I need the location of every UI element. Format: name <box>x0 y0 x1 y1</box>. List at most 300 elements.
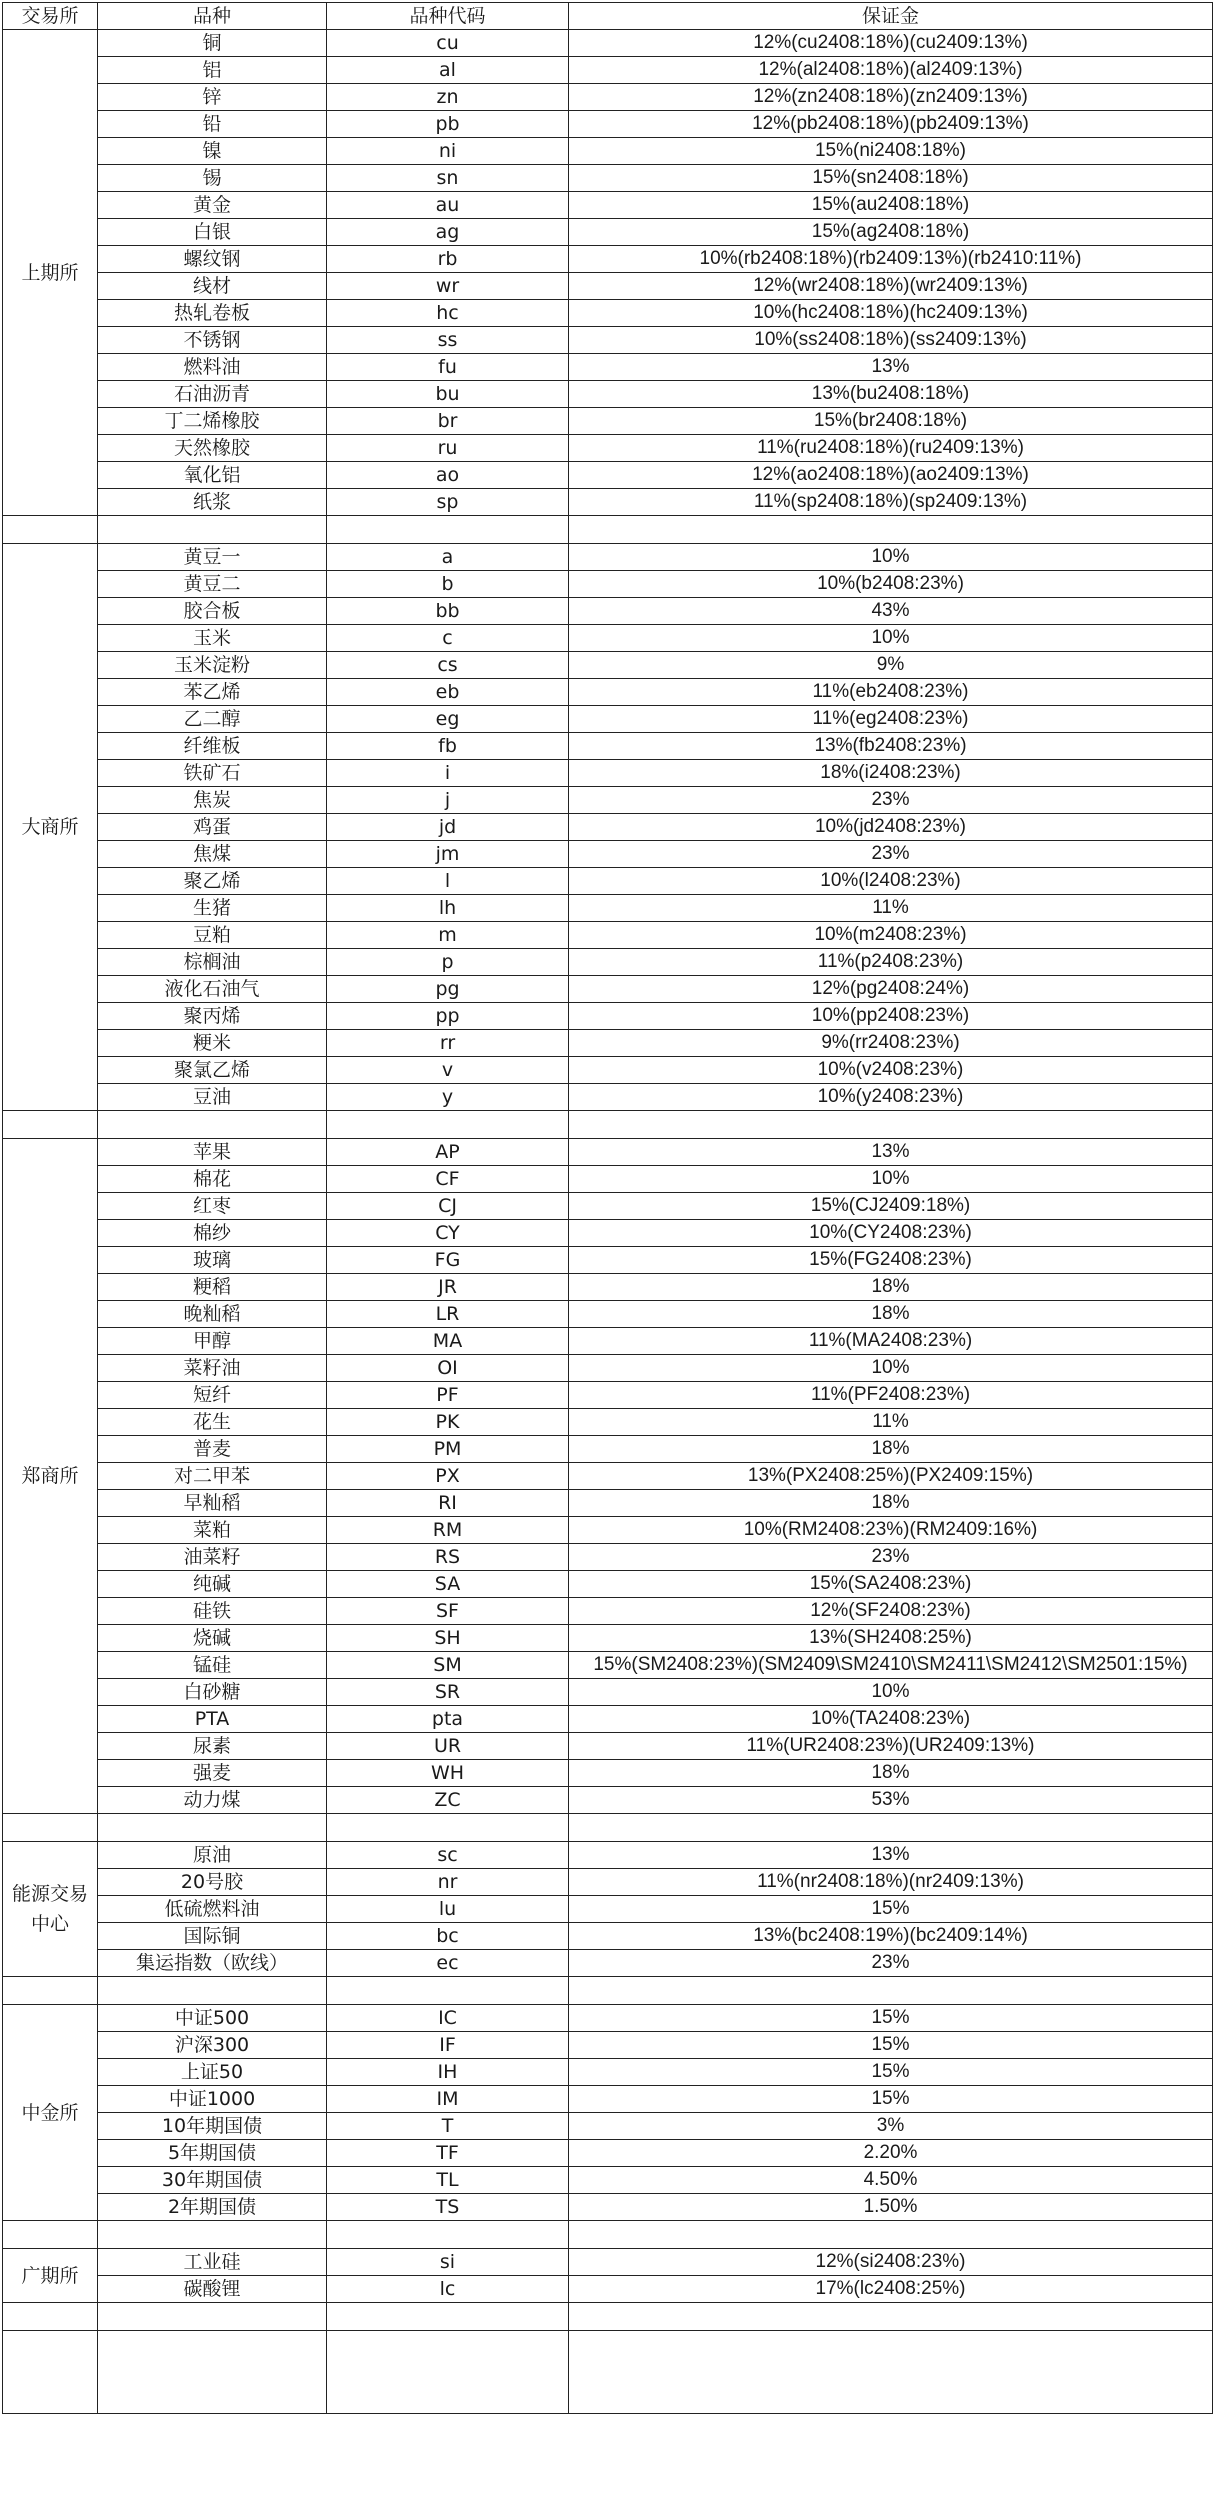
table-row <box>3 868 1213 895</box>
margin-cell: 15%(ni2408:18%) <box>569 138 1213 165</box>
margin-cell: 11%(p2408:23%) <box>569 949 1213 976</box>
margin-cell: 11%(ru2408:18%)(ru2409:13%) <box>569 435 1213 462</box>
exchange-cell: 中金所 <box>3 2005 98 2221</box>
empty-cell <box>327 2221 569 2249</box>
product-cell: PTA <box>98 1706 327 1733</box>
table-row <box>3 2005 1213 2032</box>
table-row <box>3 760 1213 787</box>
margin-cell: 3% <box>569 2113 1213 2140</box>
product-cell: 铅 <box>98 111 327 138</box>
table-row <box>3 1247 1213 1274</box>
margin-cell: 10%(hc2408:18%)(hc2409:13%) <box>569 300 1213 327</box>
margin-cell: 15% <box>569 2005 1213 2032</box>
code-cell: au <box>327 192 569 219</box>
product-cell: 天然橡胶 <box>98 435 327 462</box>
spacer-row <box>3 2303 1213 2331</box>
product-cell: 甲醇 <box>98 1328 327 1355</box>
product-cell: 黄豆一 <box>98 544 327 571</box>
empty-cell <box>3 2303 98 2331</box>
product-cell: 线材 <box>98 273 327 300</box>
code-cell: PF <box>327 1382 569 1409</box>
margin-cell: 10%(l2408:23%) <box>569 868 1213 895</box>
table-row <box>3 2194 1213 2221</box>
table-row <box>3 652 1213 679</box>
empty-cell <box>569 2303 1213 2331</box>
table-row <box>3 1220 1213 1247</box>
margin-cell: 10%(RM2408:23%)(RM2409:16%) <box>569 1517 1213 1544</box>
code-cell: ss <box>327 327 569 354</box>
margin-cell: 13%(fb2408:23%) <box>569 733 1213 760</box>
code-cell: AP <box>327 1139 569 1166</box>
margin-cell: 13%(PX2408:25%)(PX2409:15%) <box>569 1463 1213 1490</box>
table-row <box>3 2032 1213 2059</box>
table-row <box>3 1057 1213 1084</box>
product-cell: 黄金 <box>98 192 327 219</box>
code-cell: sc <box>327 1842 569 1869</box>
margin-cell: 23% <box>569 841 1213 868</box>
code-cell: UR <box>327 1733 569 1760</box>
table-row <box>3 30 1213 57</box>
product-cell: 短纤 <box>98 1382 327 1409</box>
margin-cell: 12%(pg2408:24%) <box>569 976 1213 1003</box>
table-row <box>3 1950 1213 1977</box>
margin-cell: 15%(CJ2409:18%) <box>569 1193 1213 1220</box>
product-cell: 粳稻 <box>98 1274 327 1301</box>
product-cell: 上证50 <box>98 2059 327 2086</box>
product-cell: 普麦 <box>98 1436 327 1463</box>
spacer-row <box>3 516 1213 544</box>
code-cell: PK <box>327 1409 569 1436</box>
table-row <box>3 949 1213 976</box>
margin-cell: 13% <box>569 1139 1213 1166</box>
table-row <box>3 165 1213 192</box>
code-cell: PM <box>327 1436 569 1463</box>
table-row <box>3 1679 1213 1706</box>
margin-cell: 12%(SF2408:23%) <box>569 1598 1213 1625</box>
code-cell: l <box>327 868 569 895</box>
spacer-row <box>3 1977 1213 2005</box>
table-row <box>3 1571 1213 1598</box>
product-cell: 低硫燃料油 <box>98 1896 327 1923</box>
margin-cell: 15% <box>569 2059 1213 2086</box>
exchange-cell: 上期所 <box>3 30 98 516</box>
table-row <box>3 84 1213 111</box>
product-cell: 铁矿石 <box>98 760 327 787</box>
header-product: 品种 <box>98 3 327 30</box>
code-cell: SA <box>327 1571 569 1598</box>
code-cell: v <box>327 1057 569 1084</box>
margin-cell: 11% <box>569 895 1213 922</box>
code-cell: pg <box>327 976 569 1003</box>
table-row <box>3 1490 1213 1517</box>
table-row <box>3 598 1213 625</box>
table-row <box>3 2276 1213 2303</box>
table-row <box>3 895 1213 922</box>
table-row <box>3 2140 1213 2167</box>
code-cell: MA <box>327 1328 569 1355</box>
margin-cell: 18% <box>569 1274 1213 1301</box>
product-cell: 国际铜 <box>98 1923 327 1950</box>
margin-cell: 18% <box>569 1490 1213 1517</box>
product-cell: 胶合板 <box>98 598 327 625</box>
code-cell: rr <box>327 1030 569 1057</box>
header-row <box>3 3 1213 30</box>
margin-cell: 18% <box>569 1301 1213 1328</box>
margin-cell: 10%(rb2408:18%)(rb2409:13%)(rb2410:11%) <box>569 246 1213 273</box>
product-cell: 中证1000 <box>98 2086 327 2113</box>
margin-cell: 12%(al2408:18%)(al2409:13%) <box>569 57 1213 84</box>
table-row <box>3 1733 1213 1760</box>
margin-cell: 10%(v2408:23%) <box>569 1057 1213 1084</box>
table-row <box>3 2113 1213 2140</box>
table-row <box>3 544 1213 571</box>
product-cell: 液化石油气 <box>98 976 327 1003</box>
margin-cell: 18% <box>569 1436 1213 1463</box>
code-cell: IC <box>327 2005 569 2032</box>
product-cell: 玉米 <box>98 625 327 652</box>
product-cell: 强麦 <box>98 1760 327 1787</box>
product-cell: 氧化铝 <box>98 462 327 489</box>
margin-cell: 9% <box>569 652 1213 679</box>
table-row <box>3 435 1213 462</box>
margin-cell: 15% <box>569 1896 1213 1923</box>
code-cell: pb <box>327 111 569 138</box>
table-row <box>3 381 1213 408</box>
table-row <box>3 273 1213 300</box>
table-row <box>3 1436 1213 1463</box>
product-cell: 中证500 <box>98 2005 327 2032</box>
product-cell: 焦炭 <box>98 787 327 814</box>
header-exchange: 交易所 <box>3 3 98 30</box>
product-cell: 铝 <box>98 57 327 84</box>
empty-cell <box>3 1814 98 1842</box>
code-cell: SR <box>327 1679 569 1706</box>
code-cell: fb <box>327 733 569 760</box>
product-cell: 纸浆 <box>98 489 327 516</box>
margin-cell: 11% <box>569 1409 1213 1436</box>
code-cell: b <box>327 571 569 598</box>
header-margin: 保证金 <box>569 3 1213 30</box>
table-row <box>3 1787 1213 1814</box>
margin-table <box>2 2 1213 2414</box>
product-cell: 镍 <box>98 138 327 165</box>
product-cell: 锡 <box>98 165 327 192</box>
product-cell: 工业硅 <box>98 2249 327 2276</box>
code-cell: ZC <box>327 1787 569 1814</box>
code-cell: TF <box>327 2140 569 2167</box>
margin-cell: 12%(pb2408:18%)(pb2409:13%) <box>569 111 1213 138</box>
code-cell: bb <box>327 598 569 625</box>
empty-cell <box>98 2221 327 2249</box>
product-cell: 聚乙烯 <box>98 868 327 895</box>
code-cell: WH <box>327 1760 569 1787</box>
table-row <box>3 1842 1213 1869</box>
code-cell: RM <box>327 1517 569 1544</box>
product-cell: 早籼稻 <box>98 1490 327 1517</box>
product-cell: 原油 <box>98 1842 327 1869</box>
code-cell: jd <box>327 814 569 841</box>
code-cell: rb <box>327 246 569 273</box>
table-row <box>3 111 1213 138</box>
margin-cell: 11%(PF2408:23%) <box>569 1382 1213 1409</box>
table-row <box>3 841 1213 868</box>
product-cell: 30年期国债 <box>98 2167 327 2194</box>
empty-cell <box>569 516 1213 544</box>
table-row <box>3 138 1213 165</box>
code-cell: OI <box>327 1355 569 1382</box>
product-cell: 尿素 <box>98 1733 327 1760</box>
margin-cell: 53% <box>569 1787 1213 1814</box>
table-row <box>3 625 1213 652</box>
code-cell: lh <box>327 895 569 922</box>
code-cell: IM <box>327 2086 569 2113</box>
empty-cell <box>327 1814 569 1842</box>
table-row <box>3 2086 1213 2113</box>
code-cell: CJ <box>327 1193 569 1220</box>
code-cell: pp <box>327 1003 569 1030</box>
empty-cell <box>3 516 98 544</box>
margin-cell: 13% <box>569 1842 1213 1869</box>
code-cell: c <box>327 625 569 652</box>
product-cell: 菜籽油 <box>98 1355 327 1382</box>
code-cell: br <box>327 408 569 435</box>
code-cell: IH <box>327 2059 569 2086</box>
table-row <box>3 571 1213 598</box>
table-row <box>3 1923 1213 1950</box>
product-cell: 对二甲苯 <box>98 1463 327 1490</box>
product-cell: 豆油 <box>98 1084 327 1111</box>
trailing-row <box>3 2331 1213 2414</box>
empty-cell <box>3 1977 98 2005</box>
table-row <box>3 462 1213 489</box>
exchange-cell: 大商所 <box>3 544 98 1111</box>
exchange-cell: 能源交易中心 <box>3 1842 98 1977</box>
margin-cell: 11%(UR2408:23%)(UR2409:13%) <box>569 1733 1213 1760</box>
product-cell: 螺纹钢 <box>98 246 327 273</box>
code-cell: j <box>327 787 569 814</box>
product-cell: 不锈钢 <box>98 327 327 354</box>
product-cell: 棕榈油 <box>98 949 327 976</box>
product-cell: 生猪 <box>98 895 327 922</box>
margin-cell: 18% <box>569 1760 1213 1787</box>
empty-cell <box>569 2331 1213 2414</box>
product-cell: 花生 <box>98 1409 327 1436</box>
code-cell: cu <box>327 30 569 57</box>
margin-cell: 15%(SM2408:23%)(SM2409\SM2410\SM2411\SM2412\SM2501:15%) <box>569 1652 1213 1679</box>
margin-cell: 15% <box>569 2032 1213 2059</box>
product-cell: 油菜籽 <box>98 1544 327 1571</box>
product-cell: 豆粕 <box>98 922 327 949</box>
spacer-row <box>3 2221 1213 2249</box>
table-row <box>3 1869 1213 1896</box>
code-cell: a <box>327 544 569 571</box>
margin-cell: 23% <box>569 787 1213 814</box>
table-row <box>3 1625 1213 1652</box>
code-cell: i <box>327 760 569 787</box>
empty-cell <box>98 516 327 544</box>
product-cell: 鸡蛋 <box>98 814 327 841</box>
table-row <box>3 1896 1213 1923</box>
table-row <box>3 300 1213 327</box>
code-cell: bu <box>327 381 569 408</box>
margin-cell: 13%(bc2408:19%)(bc2409:14%) <box>569 1923 1213 1950</box>
margin-cell: 10%(m2408:23%) <box>569 922 1213 949</box>
empty-cell <box>98 2331 327 2414</box>
code-cell: jm <box>327 841 569 868</box>
product-cell: 热轧卷板 <box>98 300 327 327</box>
table-row <box>3 1517 1213 1544</box>
table-row <box>3 1463 1213 1490</box>
product-cell: 铜 <box>98 30 327 57</box>
product-cell: 锰硅 <box>98 1652 327 1679</box>
empty-cell <box>3 2221 98 2249</box>
code-cell: RS <box>327 1544 569 1571</box>
table-row <box>3 679 1213 706</box>
code-cell: CY <box>327 1220 569 1247</box>
product-cell: 黄豆二 <box>98 571 327 598</box>
product-cell: 硅铁 <box>98 1598 327 1625</box>
product-cell: 丁二烯橡胶 <box>98 408 327 435</box>
product-cell: 烧碱 <box>98 1625 327 1652</box>
margin-cell: 23% <box>569 1950 1213 1977</box>
table-row <box>3 1003 1213 1030</box>
product-cell: 粳米 <box>98 1030 327 1057</box>
margin-cell: 15%(sn2408:18%) <box>569 165 1213 192</box>
table-row <box>3 219 1213 246</box>
table-row <box>3 1166 1213 1193</box>
empty-cell <box>3 1111 98 1139</box>
code-cell: sp <box>327 489 569 516</box>
product-cell: 棉纱 <box>98 1220 327 1247</box>
product-cell: 白砂糖 <box>98 1679 327 1706</box>
empty-cell <box>98 1111 327 1139</box>
code-cell: ni <box>327 138 569 165</box>
product-cell: 玉米淀粉 <box>98 652 327 679</box>
table-row <box>3 1706 1213 1733</box>
margin-cell: 12%(ao2408:18%)(ao2409:13%) <box>569 462 1213 489</box>
table-row <box>3 246 1213 273</box>
margin-cell: 12%(zn2408:18%)(zn2409:13%) <box>569 84 1213 111</box>
code-cell: lc <box>327 2276 569 2303</box>
product-cell: 白银 <box>98 219 327 246</box>
table-row <box>3 1355 1213 1382</box>
table-row <box>3 57 1213 84</box>
margin-cell: 9%(rr2408:23%) <box>569 1030 1213 1057</box>
code-cell: pta <box>327 1706 569 1733</box>
margin-cell: 15%(ag2408:18%) <box>569 219 1213 246</box>
header-code: 品种代码 <box>327 3 569 30</box>
margin-cell: 10%(b2408:23%) <box>569 571 1213 598</box>
product-cell: 红枣 <box>98 1193 327 1220</box>
code-cell: RI <box>327 1490 569 1517</box>
code-cell: zn <box>327 84 569 111</box>
product-cell: 碳酸锂 <box>98 2276 327 2303</box>
margin-cell: 10% <box>569 625 1213 652</box>
product-cell: 苹果 <box>98 1139 327 1166</box>
table-row <box>3 327 1213 354</box>
margin-cell: 11%(eb2408:23%) <box>569 679 1213 706</box>
margin-cell: 10%(CY2408:23%) <box>569 1220 1213 1247</box>
empty-cell <box>569 1111 1213 1139</box>
product-cell: 聚氯乙烯 <box>98 1057 327 1084</box>
table-row <box>3 1409 1213 1436</box>
product-cell: 玻璃 <box>98 1247 327 1274</box>
product-cell: 集运指数（欧线） <box>98 1950 327 1977</box>
product-cell: 5年期国债 <box>98 2140 327 2167</box>
margin-cell: 10% <box>569 544 1213 571</box>
empty-cell <box>327 2303 569 2331</box>
empty-cell <box>3 2331 98 2414</box>
margin-cell: 15%(br2408:18%) <box>569 408 1213 435</box>
code-cell: SF <box>327 1598 569 1625</box>
margin-cell: 10%(jd2408:23%) <box>569 814 1213 841</box>
table-row <box>3 787 1213 814</box>
margin-cell: 12%(cu2408:18%)(cu2409:13%) <box>569 30 1213 57</box>
margin-cell: 11%(eg2408:23%) <box>569 706 1213 733</box>
empty-cell <box>569 2221 1213 2249</box>
margin-cell: 10% <box>569 1166 1213 1193</box>
empty-cell <box>98 1977 327 2005</box>
code-cell: SM <box>327 1652 569 1679</box>
empty-cell <box>569 1814 1213 1842</box>
margin-cell: 17%(lc2408:25%) <box>569 2276 1213 2303</box>
product-cell: 动力煤 <box>98 1787 327 1814</box>
margin-cell: 10% <box>569 1355 1213 1382</box>
margin-cell: 15%(FG2408:23%) <box>569 1247 1213 1274</box>
code-cell: T <box>327 2113 569 2140</box>
table-row <box>3 1030 1213 1057</box>
product-cell: 苯乙烯 <box>98 679 327 706</box>
code-cell: eg <box>327 706 569 733</box>
code-cell: ec <box>327 1950 569 1977</box>
margin-cell: 15%(SA2408:23%) <box>569 1571 1213 1598</box>
margin-cell: 10% <box>569 1679 1213 1706</box>
table-row <box>3 354 1213 381</box>
table-row <box>3 733 1213 760</box>
code-cell: PX <box>327 1463 569 1490</box>
empty-cell <box>98 1814 327 1842</box>
margin-cell: 1.50% <box>569 2194 1213 2221</box>
table-row <box>3 1084 1213 1111</box>
code-cell: ao <box>327 462 569 489</box>
product-cell: 乙二醇 <box>98 706 327 733</box>
table-row <box>3 976 1213 1003</box>
product-cell: 纯碱 <box>98 1571 327 1598</box>
product-cell: 聚丙烯 <box>98 1003 327 1030</box>
margin-cell: 18%(i2408:23%) <box>569 760 1213 787</box>
margin-cell: 13%(SH2408:25%) <box>569 1625 1213 1652</box>
code-cell: wr <box>327 273 569 300</box>
table-row <box>3 706 1213 733</box>
table-row <box>3 2249 1213 2276</box>
margin-cell: 12%(si2408:23%) <box>569 2249 1213 2276</box>
code-cell: SH <box>327 1625 569 1652</box>
margin-cell: 43% <box>569 598 1213 625</box>
code-cell: bc <box>327 1923 569 1950</box>
code-cell: FG <box>327 1247 569 1274</box>
exchange-cell: 广期所 <box>3 2249 98 2303</box>
code-cell: lu <box>327 1896 569 1923</box>
code-cell: cs <box>327 652 569 679</box>
code-cell: ag <box>327 219 569 246</box>
empty-cell <box>327 1111 569 1139</box>
code-cell: JR <box>327 1274 569 1301</box>
code-cell: ru <box>327 435 569 462</box>
table-row <box>3 1598 1213 1625</box>
product-cell: 2年期国债 <box>98 2194 327 2221</box>
code-cell: CF <box>327 1166 569 1193</box>
margin-cell: 11%(nr2408:18%)(nr2409:13%) <box>569 1869 1213 1896</box>
